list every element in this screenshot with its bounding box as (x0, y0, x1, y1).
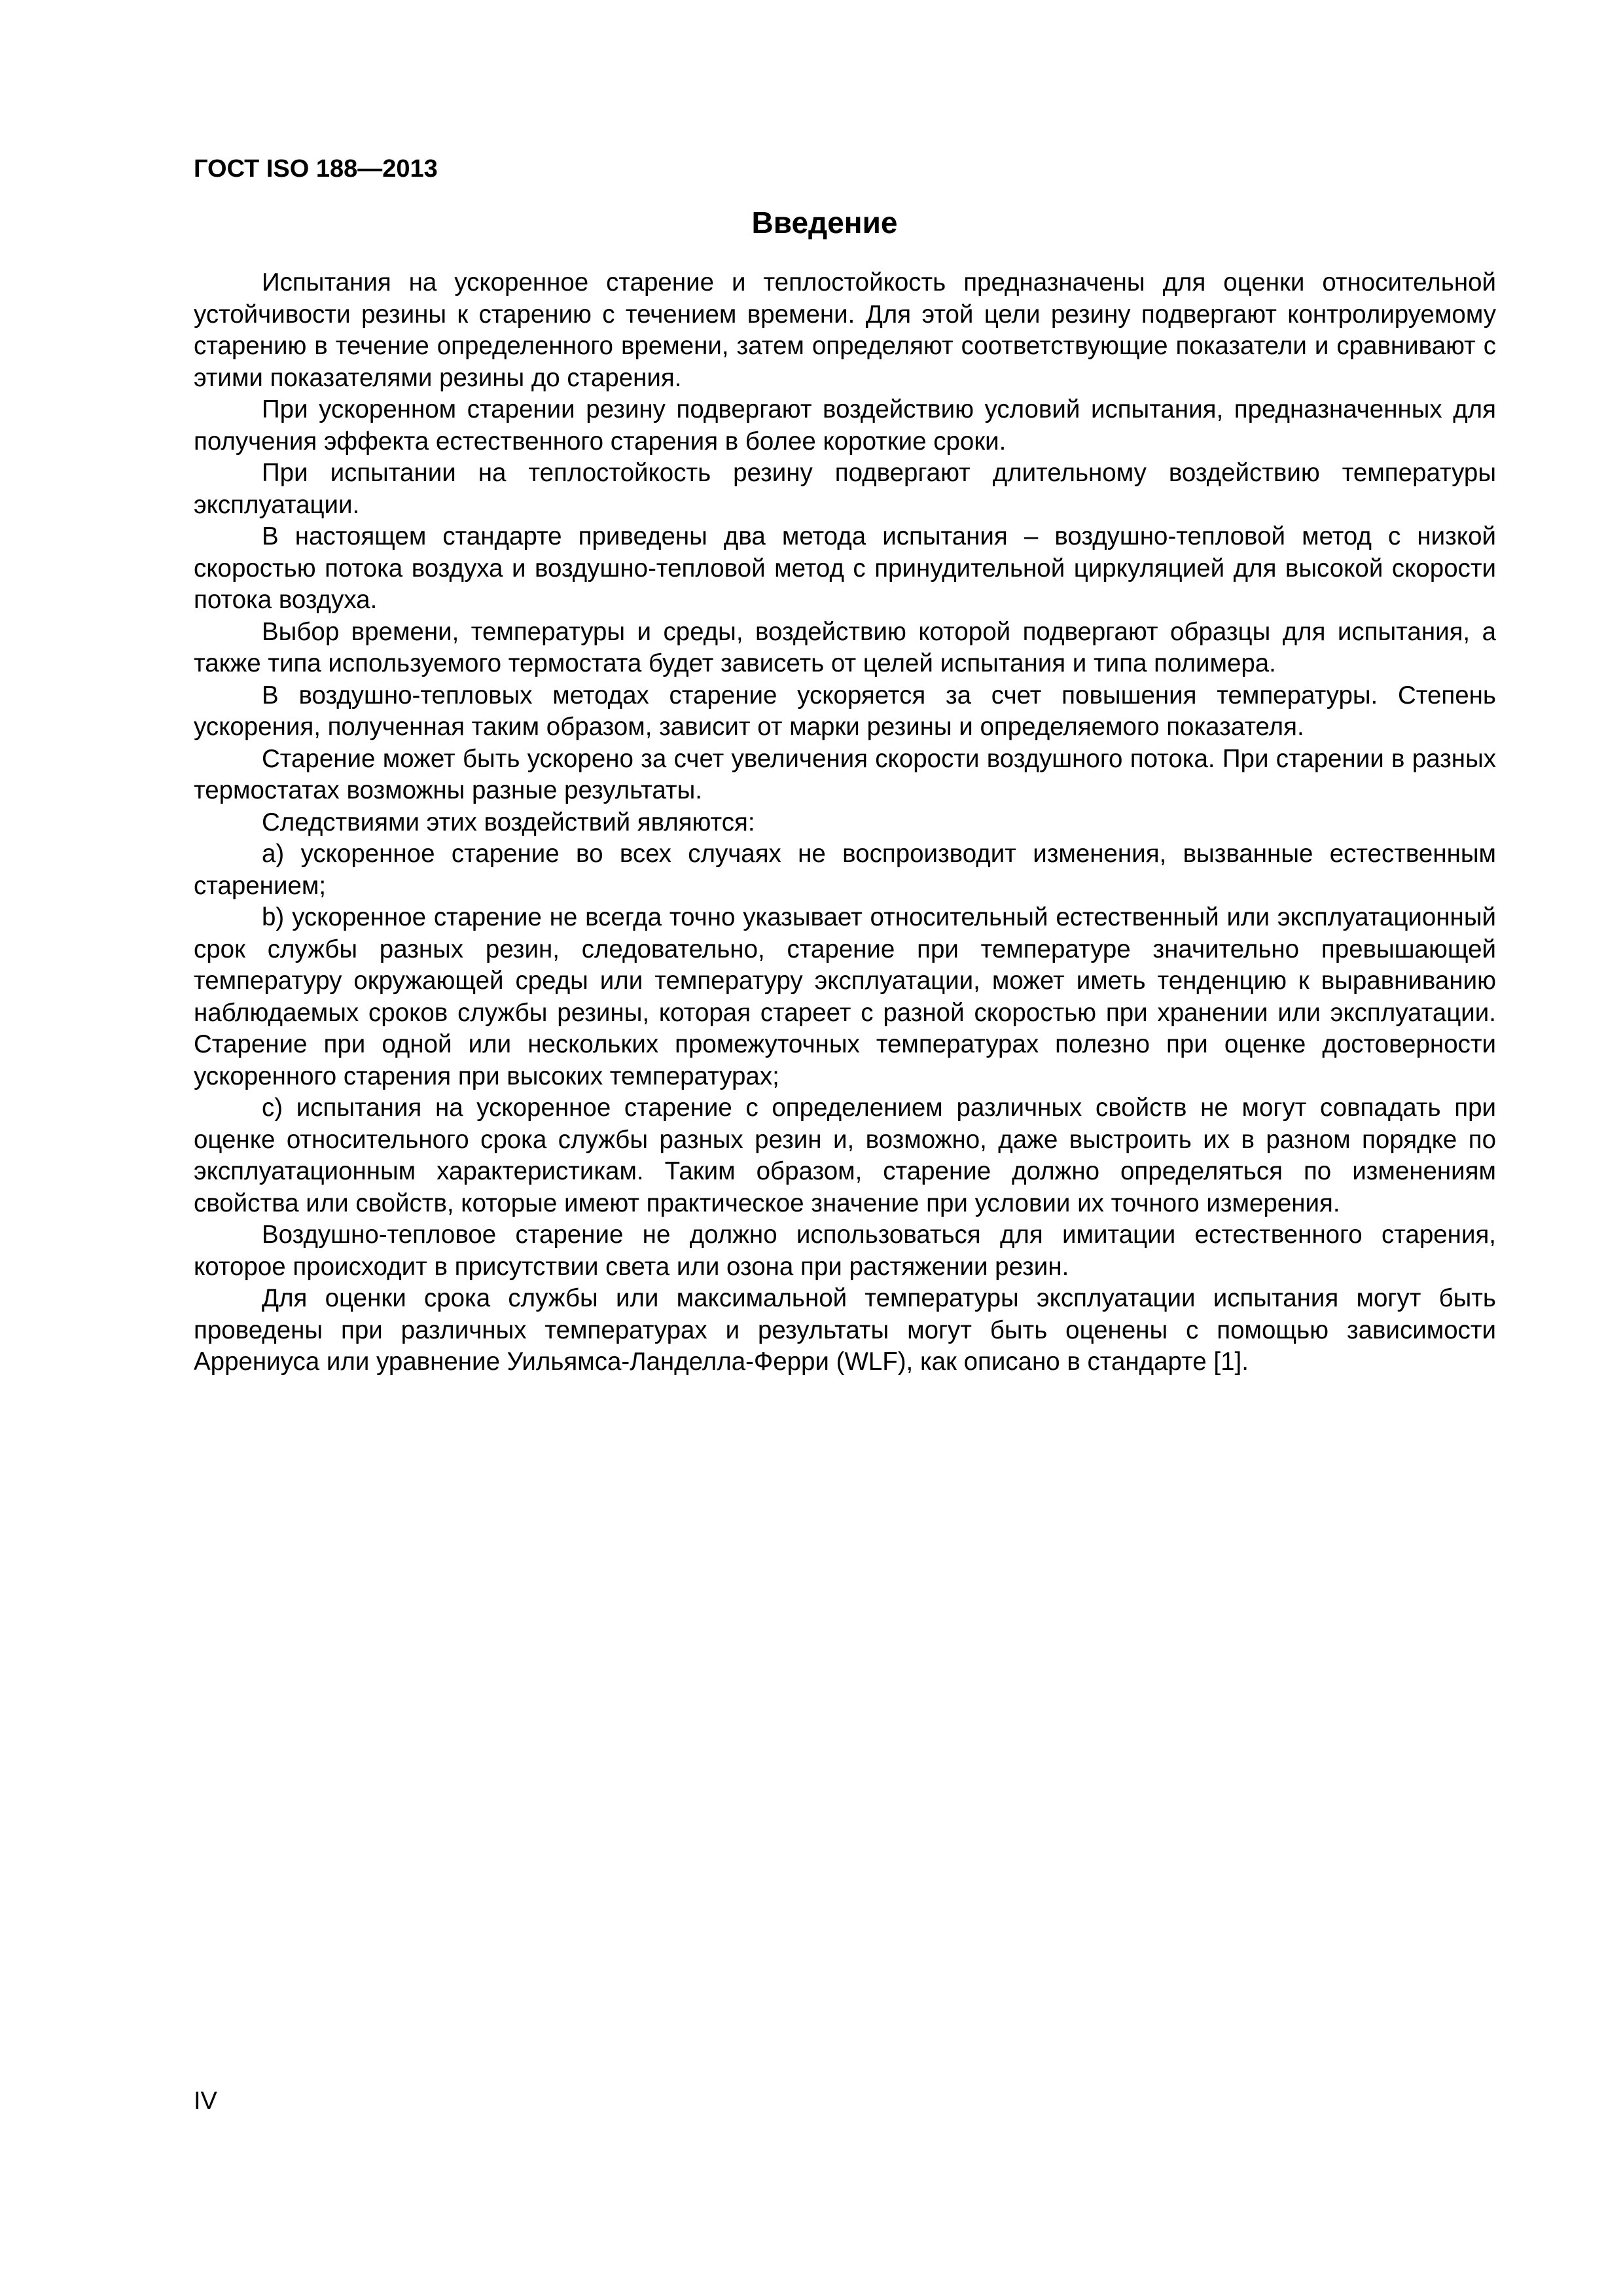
paragraph: При испытании на теплостойкость резину подвергают длительному воздействию температуры эксплуатации. (194, 459, 1496, 519)
body-text (194, 267, 1496, 1378)
paragraph: Выбор времени, температуры и среды, воздействию которой подвергают образцы для испытания, а также типа используемого термостата будет зависеть от целей испытания и типа полимера. (194, 617, 1496, 677)
paragraph: Старение может быть ускорено за счет увеличения скорости воздушного потока. При старении в разных термостатах возможны разные результаты. (194, 744, 1496, 804)
section-title: Введение (751, 206, 898, 240)
list-item-a: a) ускоренное старение во всех случаях не воспроизводит изменения, вызванные естественным старением; (194, 840, 1496, 900)
paragraph: Следствиями этих воздействий являются: (262, 808, 755, 836)
list-item-b: b) ускоренное старение не всегда точно указывает относительный естественный или эксплуатационный срок службы разных резин, следовательно, старение при температуре значительно превышающей температуру окружающей среды или температуру эксплуатации, может иметь тенденцию к выравниванию наблюдаемых сроков службы резины, которая стареет с разной скоростью при хранении или эксплуатации. Старение при одной или нескольких промежуточных температурах полезно при оценке достоверности ускоренного старения при высоких температурах; (194, 903, 1496, 1090)
paragraph: При ускоренном старении резину подвергают воздействию условий испытания, предназначенных для получения эффекта естественного старения в более короткие сроки. (194, 395, 1496, 456)
paragraph: Воздушно-тепловое старение не должно использоваться для имитации естественного старения, которое происходит в присутствии света или озона при растяжении резин. (194, 1221, 1496, 1281)
paragraph: Для оценки срока службы или максимальной температуры эксплуатации испытания могут быть проведены при различных температурах и результаты могут быть оценены с помощью зависимости Аррениуса или уравнение Уильямса-Ланделла-Ферри (WLF), как описано в стандарте [1]. (194, 1284, 1496, 1376)
page-number: IV (194, 2087, 217, 2115)
list-item-c: c) испытания на ускоренное старение с определением различных свойств не могут совпадать при оценке относительного срока службы разных резин и, возможно, даже выстроить их в разном порядке по эксплуатационным характеристикам. Таким образом, старение должно определяться по изменениям свойства или свойств, которые имеют практическое значение при условии их точного измерения. (194, 1094, 1496, 1217)
paragraph: В настоящем стандарте приведены два метода испытания – воздушно-тепловой метод с низкой скоростью потока воздуха и воздушно-тепловой метод с принудительной циркуляцией для высокой скорости потока воздуха. (194, 522, 1496, 614)
paragraph: Испытания на ускоренное старение и теплостойкость предназначены для оценки относительной устойчивости резины к старению с течением времени. Для этой цели резину подвергают контролируемому старению в течение определенного времени, затем определяют соответствующие показатели и сравнивают с этими показателями резины до старения. (194, 268, 1496, 392)
document-code: ГОСТ ISO 188—2013 (194, 155, 438, 183)
paragraph: В воздушно-тепловых методах старение ускоряется за счет повышения температуры. Степень ускорения, полученная таким образом, зависит от марки резины и определяемого показателя. (194, 681, 1496, 741)
